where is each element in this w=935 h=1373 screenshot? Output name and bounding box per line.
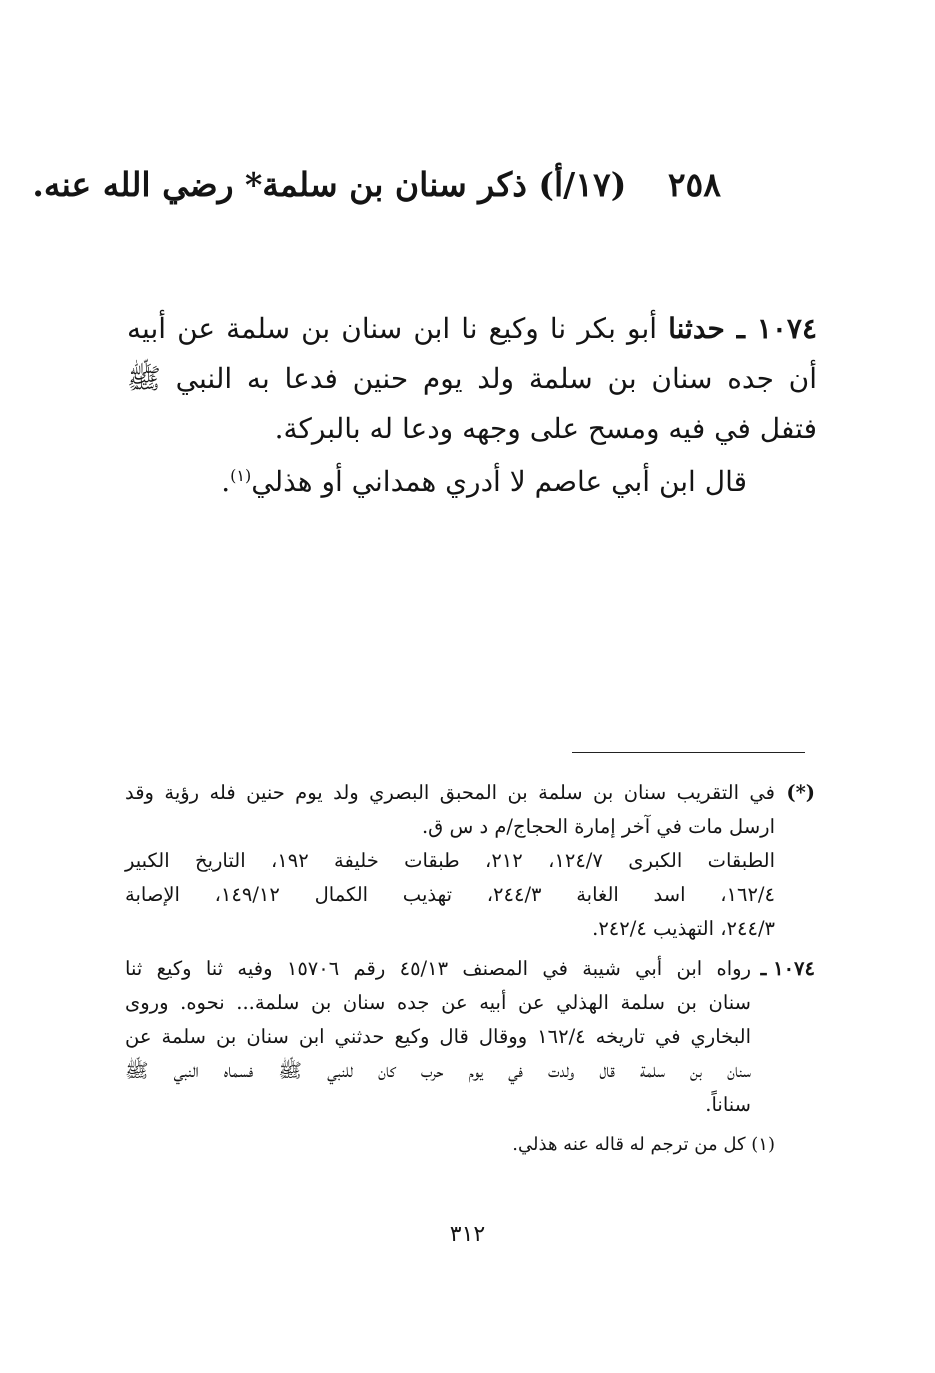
footnote-separator [572,752,805,753]
footnote-star [125,776,815,946]
hadith-block [127,304,817,507]
footnote-1074-mark: ١٠٧٤ ـ [760,957,815,980]
comment-text: قال ابن أبي عاصم لا أدري همداني أو هذلي [251,465,747,498]
footnote-line: سنان بن سلمة الهذلي عن أبيه عن جده سنان بن سلمة... نحوه. وروى [125,991,751,1014]
footnote-line: ٢٤٤/٣، التهذيب ٢٤٢/٤. [592,917,775,940]
footnote-line: البخاري في تاريخه ١٦٢/٤ ووقال قال وكيع حدثني ابن سنان بن سلمة عن [125,1025,751,1048]
page-number: ٣١٢ [449,1222,486,1247]
footnote-line: سناناً. [705,1093,751,1116]
footnote-1074 [125,952,815,1122]
footnotes [125,776,815,1162]
footnote-line: رواه ابن أبي شيبة في المصنف ٤٥/١٣ رقم ١٥٧٠٦ وفيه ثنا وكيع ثنا [125,957,751,980]
footnote-line: ١٦٢/٤، اسد الغابة ٢٤٤/٣، تهذيب الكمال ١٤٩/١٢، الإصابة [125,883,775,906]
footnote-ref: (١) [230,466,252,485]
section-title: (١٧/أ) ذكر سنان بن سلمة* رضي الله عنه. [32,165,627,204]
footnote-line: الطبقات الكبرى ١٢٤/٧، ٢١٢، طبقات خليفة ١٩٢، التاريخ الكبير [125,849,775,872]
footnote-star-mark: (*) [786,781,815,804]
hadith-lead: ١٠٧٤ ـ حدثنا [668,312,817,345]
section-heading [32,155,721,215]
section-number: ٢٥٨ [667,165,721,204]
footnote-line: سنان بن سلمة قال ولدت في يوم حرب كان للنبي ﷺ فسماه النبي ﷺ [125,1059,751,1082]
footnote-1: (١) كل من ترجم له قاله عنه هذلي. [512,1134,775,1155]
comment-end: . [221,465,231,498]
footnote-line: في التقريب سنان بن سلمة بن المحبق البصري ولد يوم حنين فله رؤية وقد [125,781,775,804]
hadith-body: أبو بكر نا وكيع نا ابن سنان بن سلمة عن أبيه أن جده سنان بن سلمة ولد يوم حنين فدعا به النبي ﷺ فتفل في فيه ومسح على وجهه ودعا له بالبركة. [127,312,817,445]
hadith-comment [127,457,817,507]
footnote-line: ارسل مات في آخر إمارة الحجاج/م د س ق. [421,815,775,838]
hadith-text [127,304,817,454]
